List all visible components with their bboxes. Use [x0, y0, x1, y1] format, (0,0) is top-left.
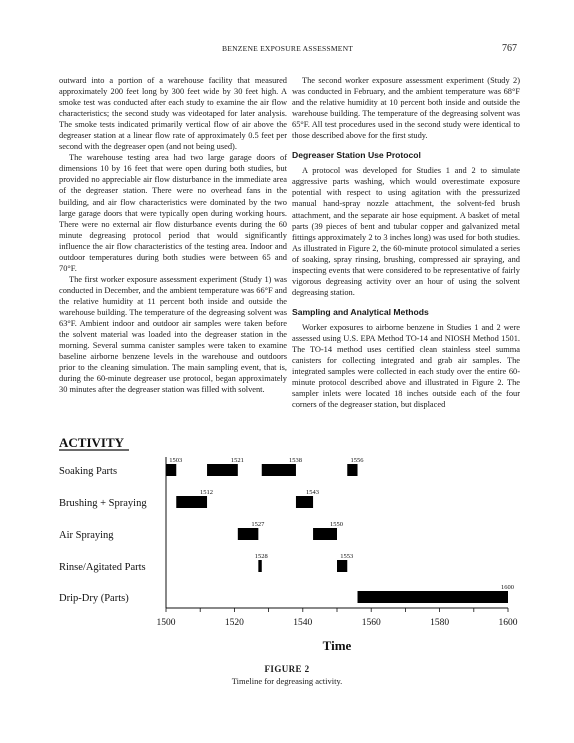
activity-bar	[258, 560, 261, 572]
running-title: BENZENE EXPOSURE ASSESSMENT	[222, 44, 354, 53]
activity-bar	[358, 591, 508, 603]
paragraph: A protocol was developed for Studies 1 and 2 to simulate aggressive parts washing, which would overestimate exposure potential with respect to using agitation with the pressurized manual hand-spray nozzle attachment, the solvent-fed brush attachment, and the separate air hose equipment. A basket of metal parts (39 pieces of bent and tubular copper and galvanized metal fittings approximately 2 to 3 inches long) was used for both studies. As illustrated in Figure 2, the 60-minute protocol simulated a series of soaking, spray rinsing, brushing, compressed air spraying, and inspecting events that were considered to be representative of fairly vigorous degreasing activity over an hour of using the solvent degreasing station.	[292, 166, 520, 297]
activity-bar	[337, 560, 347, 572]
activity-label: Soaking Parts	[59, 466, 118, 477]
bar-end-label: 1521	[230, 457, 244, 464]
bar-end-label: 1543	[306, 489, 320, 496]
bar-end-label: 1556	[350, 457, 364, 464]
bar-end-label: 1600	[501, 584, 514, 591]
activity-label: Brushing + Spraying	[59, 498, 147, 509]
x-tick-label: 1600	[498, 618, 518, 628]
figure-caption: Timeline for degreasing activity.	[231, 676, 343, 686]
activity-label: Drip-Dry (Parts)	[59, 593, 129, 604]
chart-title: ACTIVITY	[59, 435, 125, 450]
activity-label: Air Spraying	[59, 530, 114, 541]
activity-bar	[166, 464, 176, 476]
x-axis-label: Time	[322, 638, 352, 653]
activity-bar	[347, 464, 357, 476]
bar-end-label: 1538	[288, 457, 302, 464]
bar-end-label: 1527	[251, 521, 265, 528]
x-tick-label: 1540	[293, 618, 313, 628]
paragraph: outward into a portion of a warehouse facility that measured approximately 200 feet long by 300 feet wide by 30 feet high. A smoke test was conducted after each study to examine the air flow characteristics; the second study was videotaped for later analysis. The smoke tests indicated primarily vertical flow of air above the degreaser station at a linear flow rate of approximately 0.5 feet per second with the degreaser open (and not being used).	[59, 76, 287, 152]
paragraph: The second worker exposure assessment experiment (Study 2) was conducted in February, and the ambient temperature was 68°F and the relative humidity at 10 percent both inside and outside the warehouse building. The temperature of the degreasing solvent was 65°F. All test procedures used in the second study were identical to those described above for the first study.	[292, 76, 520, 141]
activity-bar	[296, 496, 313, 508]
activity-label: Rinse/Agitated Parts	[59, 562, 146, 573]
bar-end-label: 1503	[169, 457, 183, 464]
activity-bar	[262, 464, 296, 476]
x-tick-label: 1580	[430, 618, 450, 628]
activity-bar	[207, 464, 238, 476]
paragraph: The first worker exposure assessment experiment (Study 1) was conducted in December, and the ambient temperature was 66°F and the relative humidity at 11 percent both inside and outside the warehouse building. The temperature of the degreasing solvent was 63°F. Ambient indoor and outdoor air samples were taken before the solvent material was loaded into the degreaser station in the morning. Several summa canister samples were taken to examine baseline airborne benzene levels in the warehouse and outdoors prior to the cleaning simulation. The main sampling event, that is, during the 60-minute degreaser use protocol, began approximately 30 minutes after the degreaser station was filled with solvent.	[59, 274, 287, 395]
bar-end-label: 1553	[340, 553, 354, 560]
activity-bar	[238, 528, 259, 540]
activity-bar	[176, 496, 207, 508]
activity-bar	[313, 528, 337, 540]
figure-label: FIGURE 2	[264, 664, 310, 674]
x-tick-label: 1500	[156, 618, 176, 628]
x-tick-label: 1560	[361, 618, 381, 628]
bar-end-label: 1550	[330, 521, 343, 528]
bar-end-label: 1512	[200, 489, 214, 496]
bar-end-label: 1528	[254, 553, 268, 560]
page-number: 767	[502, 43, 517, 54]
paragraph: Worker exposures to airborne benzene in Studies 1 and 2 were assessed using U.S. EPA Method TO-14 and NIOSH Method 1501. The TO-14 method uses certified clean stainless steel summa canisters for collecting integrated and grab air samples. The integrated samples were collected in each study over the entire 60-minute protocol described above and illustrated in Figure 2. The sampler inlets were located 18 inches outside each of the four corners of the degreaser station, but displaced	[292, 322, 520, 410]
section-heading: Sampling and Analytical Methods	[292, 306, 429, 317]
section-heading: Degreaser Station Use Protocol	[292, 150, 421, 161]
paragraph: The warehouse testing area had two large garage doors of dimensions 10 by 16 feet that were open during both studies, but provided no appreciable air flow disturbance in the immediate area of the degreaser station. There were no overhead fans in the building, and air flow characteristics were dominated by the two large garage doors that were typically open during working hours. There were no external air flow disturbance events during the 60 minute degreasing protocol period that would significantly influence the air flow characteristics of the testing area. Indoor and outdoor temperatures during both studies were between 65 and 70°F.	[59, 153, 287, 273]
x-tick-label: 1520	[224, 618, 244, 628]
